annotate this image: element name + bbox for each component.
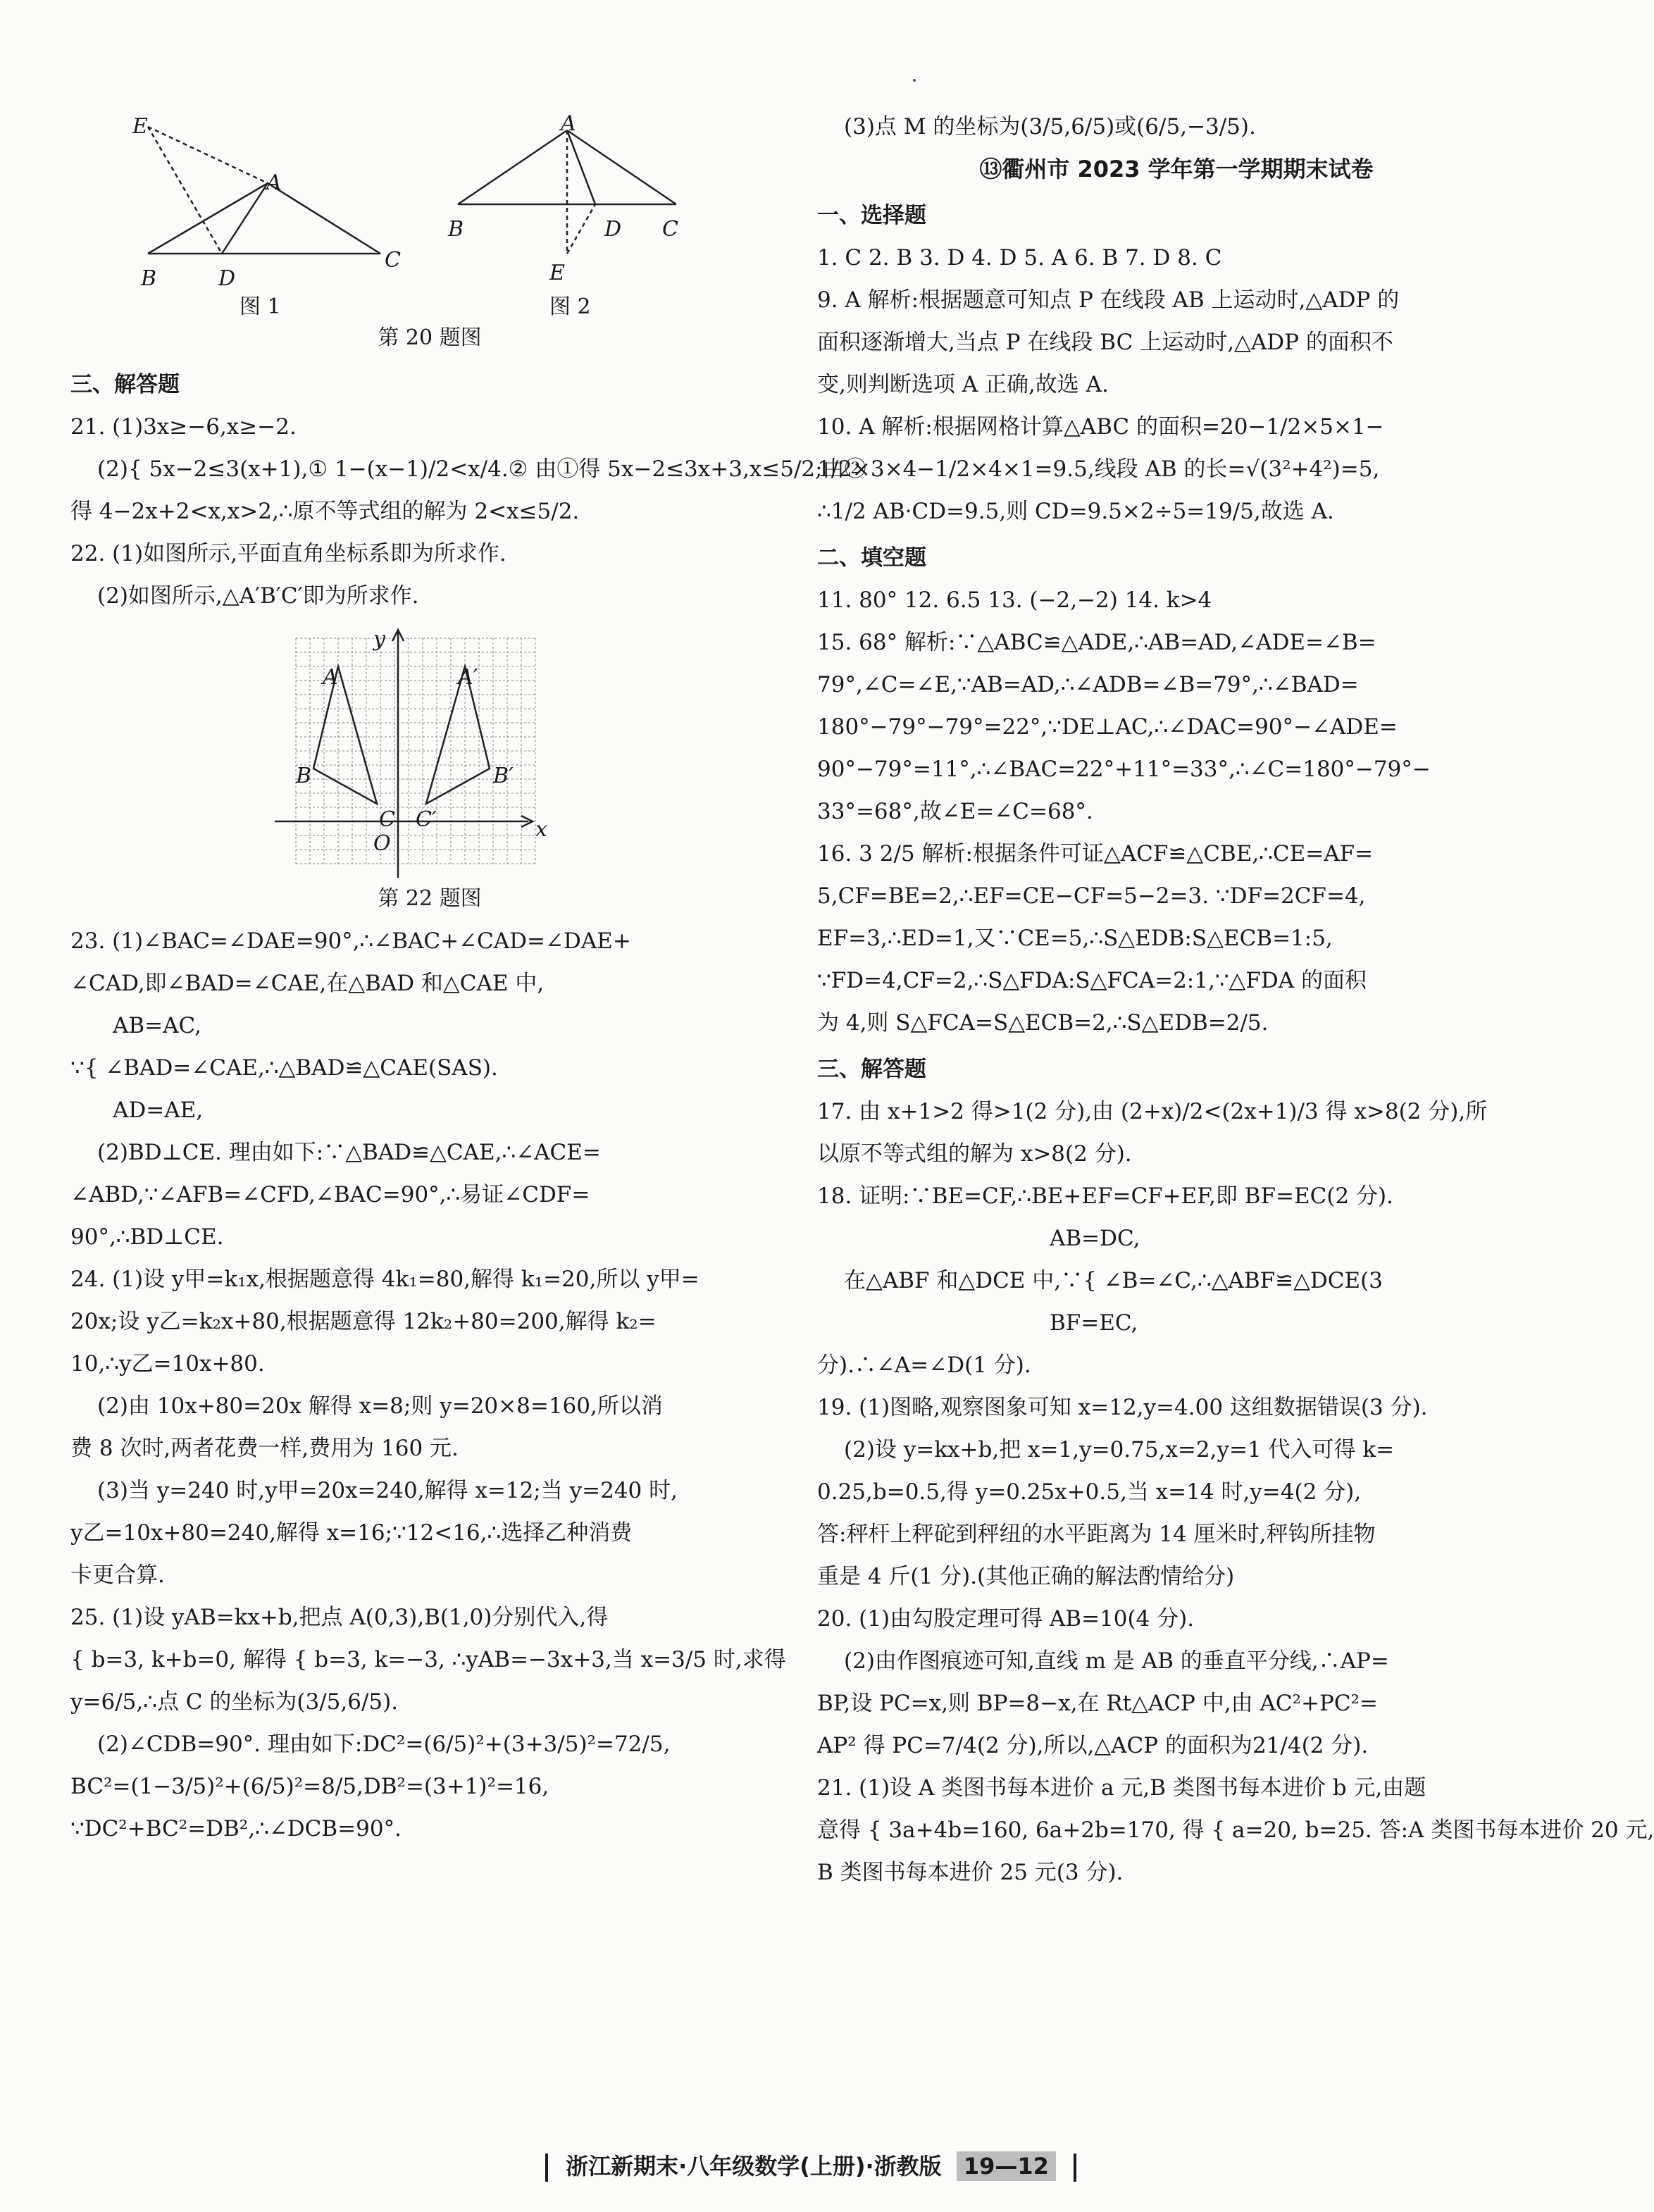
answer-line: 21. (1)3x≥−6,x≥−2. bbox=[70, 414, 297, 440]
footer-bar-left bbox=[545, 2154, 548, 2182]
answer-line: ∵DC²+BC²=DB²,∴∠DCB=90°. bbox=[70, 1816, 402, 1841]
answer-line: BC²=(1−3/5)²+(6/5)²=8/5,DB²=(3+1)²=16, bbox=[70, 1774, 549, 1799]
answer-line: 25. (1)设 yAB=kx+b,把点 A(0,3),B(1,0)分别代入,得 bbox=[70, 1605, 609, 1630]
fig20-caption: 第 20 题图 bbox=[378, 325, 482, 350]
answer-line: 33°=68°,故∠E=∠C=68°. bbox=[817, 799, 1093, 824]
answer-line: 79°,∠C=∠E,∵AB=AD,∴∠ADB=∠B=79°,∴∠BAD= bbox=[817, 672, 1359, 697]
answer-line: 费 8 次时,两者花费一样,费用为 160 元. bbox=[70, 1436, 459, 1461]
fig20-label-d2: D bbox=[604, 217, 622, 242]
answer-line: 21. (1)设 A 类图书每本进价 a 元,B 类图书每本进价 b 元,由题 bbox=[817, 1775, 1426, 1801]
answer-line: AB=DC, bbox=[1050, 1226, 1140, 1251]
left-section-heading: 三、解答题 bbox=[70, 372, 180, 397]
speck-mark bbox=[913, 79, 916, 82]
right-section-heading-1: 一、选择题 bbox=[817, 203, 926, 228]
exam-title: ⑬衢州市 2023 学年第一学期期末试卷 bbox=[979, 156, 1374, 182]
fig22-label-y: y bbox=[373, 627, 385, 652]
fig22-caption: 第 22 题图 bbox=[378, 886, 482, 911]
fig22-label-o: O bbox=[373, 831, 391, 856]
answer-line: 22. (1)如图所示,平面直角坐标系即为所求作. bbox=[70, 541, 506, 566]
fig22-label-a: A bbox=[323, 665, 338, 690]
answer-line: y=6/5,∴点 C 的坐标为(3/5,6/5). bbox=[70, 1689, 399, 1715]
answer-line: 9. A 解析:根据题意可知点 P 在线段 AB 上运动时,△ADP 的 bbox=[817, 287, 1400, 313]
fig20-sublabel-1: 图 1 bbox=[240, 294, 281, 319]
answer-line: 分).∴∠A=∠D(1 分). bbox=[817, 1353, 1031, 1378]
answer-line: 得 4−2x+2<x,x>2,∴原不等式组的解为 2<x≤5/2. bbox=[70, 499, 580, 524]
answer-line: 16. 3 2/5 解析:根据条件可证△ACF≌△CBE,∴CE=AF= bbox=[817, 841, 1374, 866]
answer-line: 5,CF=BE=2,∴EF=CE−CF=5−2=3. ∵DF=2CF=4, bbox=[817, 883, 1366, 909]
answer-line: 11. 80° 12. 6.5 13. (−2,−2) 14. k>4 bbox=[817, 588, 1212, 613]
fig20-label-c2: C bbox=[662, 217, 678, 242]
answer-line: 90°−79°=11°,∴∠BAC=22°+11°=33°,∴∠C=180°−79°− bbox=[817, 757, 1431, 782]
answer-line: (2)由 10x+80=20x 解得 x=8;则 y=20×8=160,所以消 bbox=[97, 1393, 663, 1419]
fig20-label-e: E bbox=[132, 114, 148, 139]
answer-line: (2)设 y=kx+b,把 x=1,y=0.75,x=2,y=1 代入可得 k= bbox=[844, 1437, 1395, 1462]
left-column bbox=[70, 106, 866, 1850]
answer-line: B 类图书每本进价 25 元(3 分). bbox=[817, 1860, 1124, 1885]
answer-line: 20x;设 y乙=k₂x+80,根据题意得 12k₂+80=200,解得 k₂= bbox=[70, 1309, 657, 1334]
fig22-label-a-prime: A′ bbox=[458, 665, 478, 690]
answer-line: ∵FD=4,CF=2,∴S△FDA:S△FCA=2:1,∵△FDA 的面积 bbox=[817, 968, 1367, 993]
answer-line: 23. (1)∠BAC=∠DAE=90°,∴∠BAC+∠CAD=∠DAE+ bbox=[70, 928, 631, 954]
answer-line: 90°,∴BD⊥CE. bbox=[70, 1224, 224, 1250]
fig22-label-b: B bbox=[296, 764, 312, 788]
fig20-label-c: C bbox=[385, 248, 401, 273]
answer-line: 18. 证明:∵BE=CF,∴BE+EF=CF+EF,即 BF=EC(2 分). bbox=[817, 1183, 1393, 1209]
fig22-label-c: C bbox=[379, 807, 395, 832]
figure-20-drawing bbox=[70, 106, 789, 317]
right-column bbox=[817, 106, 1654, 1894]
page-footer bbox=[0, 2149, 1622, 2182]
answer-line: 19. (1)图略,观察图象可知 x=12,y=4.00 这组数据错误(3 分). bbox=[817, 1395, 1428, 1420]
answer-line: 答:秤杆上秤砣到秤纽的水平距离为 14 厘米时,秤钩所挂物 bbox=[817, 1522, 1376, 1547]
fig20-label-a2: A bbox=[561, 111, 576, 136]
answer-line: ∠ABD,∵∠AFB=∠CFD,∠BAC=90°,∴易证∠CDF= bbox=[70, 1182, 590, 1207]
answer-line: (3)点 M 的坐标为(3/5,6/5)或(6/5,−3/5). bbox=[844, 114, 1256, 139]
footer-bar-right bbox=[1074, 2154, 1076, 2182]
answer-line: 变,则判断选项 A 正确,故选 A. bbox=[817, 372, 1109, 397]
answer-line: ∵{ ∠BAD=∠CAE,∴△BAD≌△CAE(SAS). bbox=[70, 1055, 498, 1081]
fig22-label-c-prime: C′ bbox=[416, 807, 437, 832]
fig20-label-b: B bbox=[141, 266, 157, 291]
answer-line: 在△ABF 和△DCE 中,∵{ ∠B=∠C,∴△ABF≌△DCE(3 bbox=[844, 1268, 1383, 1293]
right-section-heading-3: 三、解答题 bbox=[817, 1057, 926, 1082]
answer-line: ∴1/2 AB·CD=9.5,则 CD=9.5×2÷5=19/5,故选 A. bbox=[817, 499, 1334, 524]
answer-line: EF=3,∴ED=1,又∵CE=5,∴S△EDB:S△ECB=1:5, bbox=[817, 926, 1333, 951]
answer-line: 面积逐渐增大,当点 P 在线段 BC 上运动时,△ADP 的面积不 bbox=[817, 330, 1393, 355]
fig20-label-a: A bbox=[266, 170, 282, 195]
answer-line: { b=3, k+b=0, 解得 { b=3, k=−3, ∴yAB=−3x+3,当 x=3/5 时,求得 bbox=[70, 1647, 786, 1672]
figure-22 bbox=[70, 617, 789, 878]
answer-line: (2)如图所示,△A′B′C′即为所求作. bbox=[97, 583, 419, 609]
footer-book-title: 浙江新期末·八年级数学(上册)·浙教版 bbox=[566, 2153, 942, 2180]
answer-line: 以原不等式组的解为 x>8(2 分). bbox=[817, 1141, 1132, 1167]
fig22-label-x: x bbox=[535, 817, 547, 842]
answer-line: 10,∴y乙=10x+80. bbox=[70, 1351, 265, 1377]
fig20-sublabel-2: 图 2 bbox=[549, 294, 591, 319]
answer-line: ∠CAD,即∠BAD=∠CAE,在△BAD 和△CAE 中, bbox=[70, 971, 545, 996]
answer-line: AB=AC, bbox=[113, 1013, 201, 1038]
answer-line: 1/2×3×4−1/2×4×1=9.5,线段 AB 的长=√(3²+4²)=5, bbox=[817, 456, 1380, 482]
right-section-heading-2: 二、填空题 bbox=[817, 545, 926, 571]
answer-line: 意得 { 3a+4b=160, 6a+2b=170, 得 { a=20, b=25. 答:A 类图书每本进价 20 元, bbox=[817, 1818, 1654, 1843]
answer-line: (2)∠CDB=90°. 理由如下:DC²=(6/5)²+(3+3/5)²=72/5, bbox=[97, 1732, 671, 1757]
answer-line: BF=EC, bbox=[1050, 1310, 1138, 1336]
answer-line: BP,设 PC=x,则 BP=8−x,在 Rt△ACP 中,由 AC²+PC²= bbox=[817, 1691, 1378, 1716]
fig22-label-b-prime: B′ bbox=[493, 764, 514, 788]
answer-line: 为 4,则 S△FCA=S△ECB=2,∴S△EDB=2/5. bbox=[817, 1010, 1269, 1036]
answer-line: (2)BD⊥CE. 理由如下:∵△BAD≌△CAE,∴∠ACE= bbox=[97, 1140, 601, 1165]
answer-line: y乙=10x+80=240,解得 x=16;∵12<16,∴选择乙种消费 bbox=[70, 1520, 633, 1546]
answer-line: 180°−79°−79°=22°,∵DE⊥AC,∴∠DAC=90°−∠ADE= bbox=[817, 714, 1398, 740]
figure-20 bbox=[70, 106, 789, 317]
answer-line: (3)当 y=240 时,y甲=20x=240,解得 x=12;当 y=240 时, bbox=[97, 1478, 678, 1503]
answer-line: 卡更合算. bbox=[70, 1562, 165, 1588]
answer-line: 重是 4 斤(1 分).(其他正确的解法酌情给分) bbox=[817, 1564, 1235, 1589]
fig20-label-b2: B bbox=[448, 217, 464, 242]
answer-line: 0.25,b=0.5,得 y=0.25x+0.5,当 x=14 时,y=4(2 分), bbox=[817, 1479, 1362, 1505]
answer-line: (2)由作图痕迹可知,直线 m 是 AB 的垂直平分线,∴AP= bbox=[844, 1648, 1389, 1674]
answer-line: 20. (1)由勾股定理可得 AB=10(4 分). bbox=[817, 1606, 1195, 1632]
answer-line: 15. 68° 解析:∵△ABC≌△ADE,∴AB=AD,∠ADE=∠B= bbox=[817, 630, 1376, 655]
fig20-label-d: D bbox=[218, 266, 236, 291]
answer-line: 1. C 2. B 3. D 4. D 5. A 6. B 7. D 8. C bbox=[817, 245, 1222, 271]
fig20-label-e2: E bbox=[549, 261, 565, 285]
answer-line: 17. 由 x+1>2 得>1(2 分),由 (2+x)/2<(2x+1)/3 得 x>8(2 分),所 bbox=[817, 1099, 1488, 1124]
answer-line: (2){ 5x−2≤3(x+1),① 1−(x−1)/2<x/4.② 由①得 5x−2≤3x+3,x≤5/2;由② bbox=[97, 456, 866, 482]
answer-line: 24. (1)设 y甲=k₁x,根据题意得 4k₁=80,解得 k₁=20,所以 y甲= bbox=[70, 1267, 699, 1292]
answer-line: 10. A 解析:根据网格计算△ABC 的面积=20−1/2×5×1− bbox=[817, 414, 1384, 440]
answer-line: AP² 得 PC=7/4(2 分),所以,△ACP 的面积为21/4(2 分). bbox=[817, 1733, 1369, 1758]
answer-line: AD=AE, bbox=[113, 1098, 204, 1123]
page-number: 19—12 bbox=[957, 2151, 1056, 2181]
